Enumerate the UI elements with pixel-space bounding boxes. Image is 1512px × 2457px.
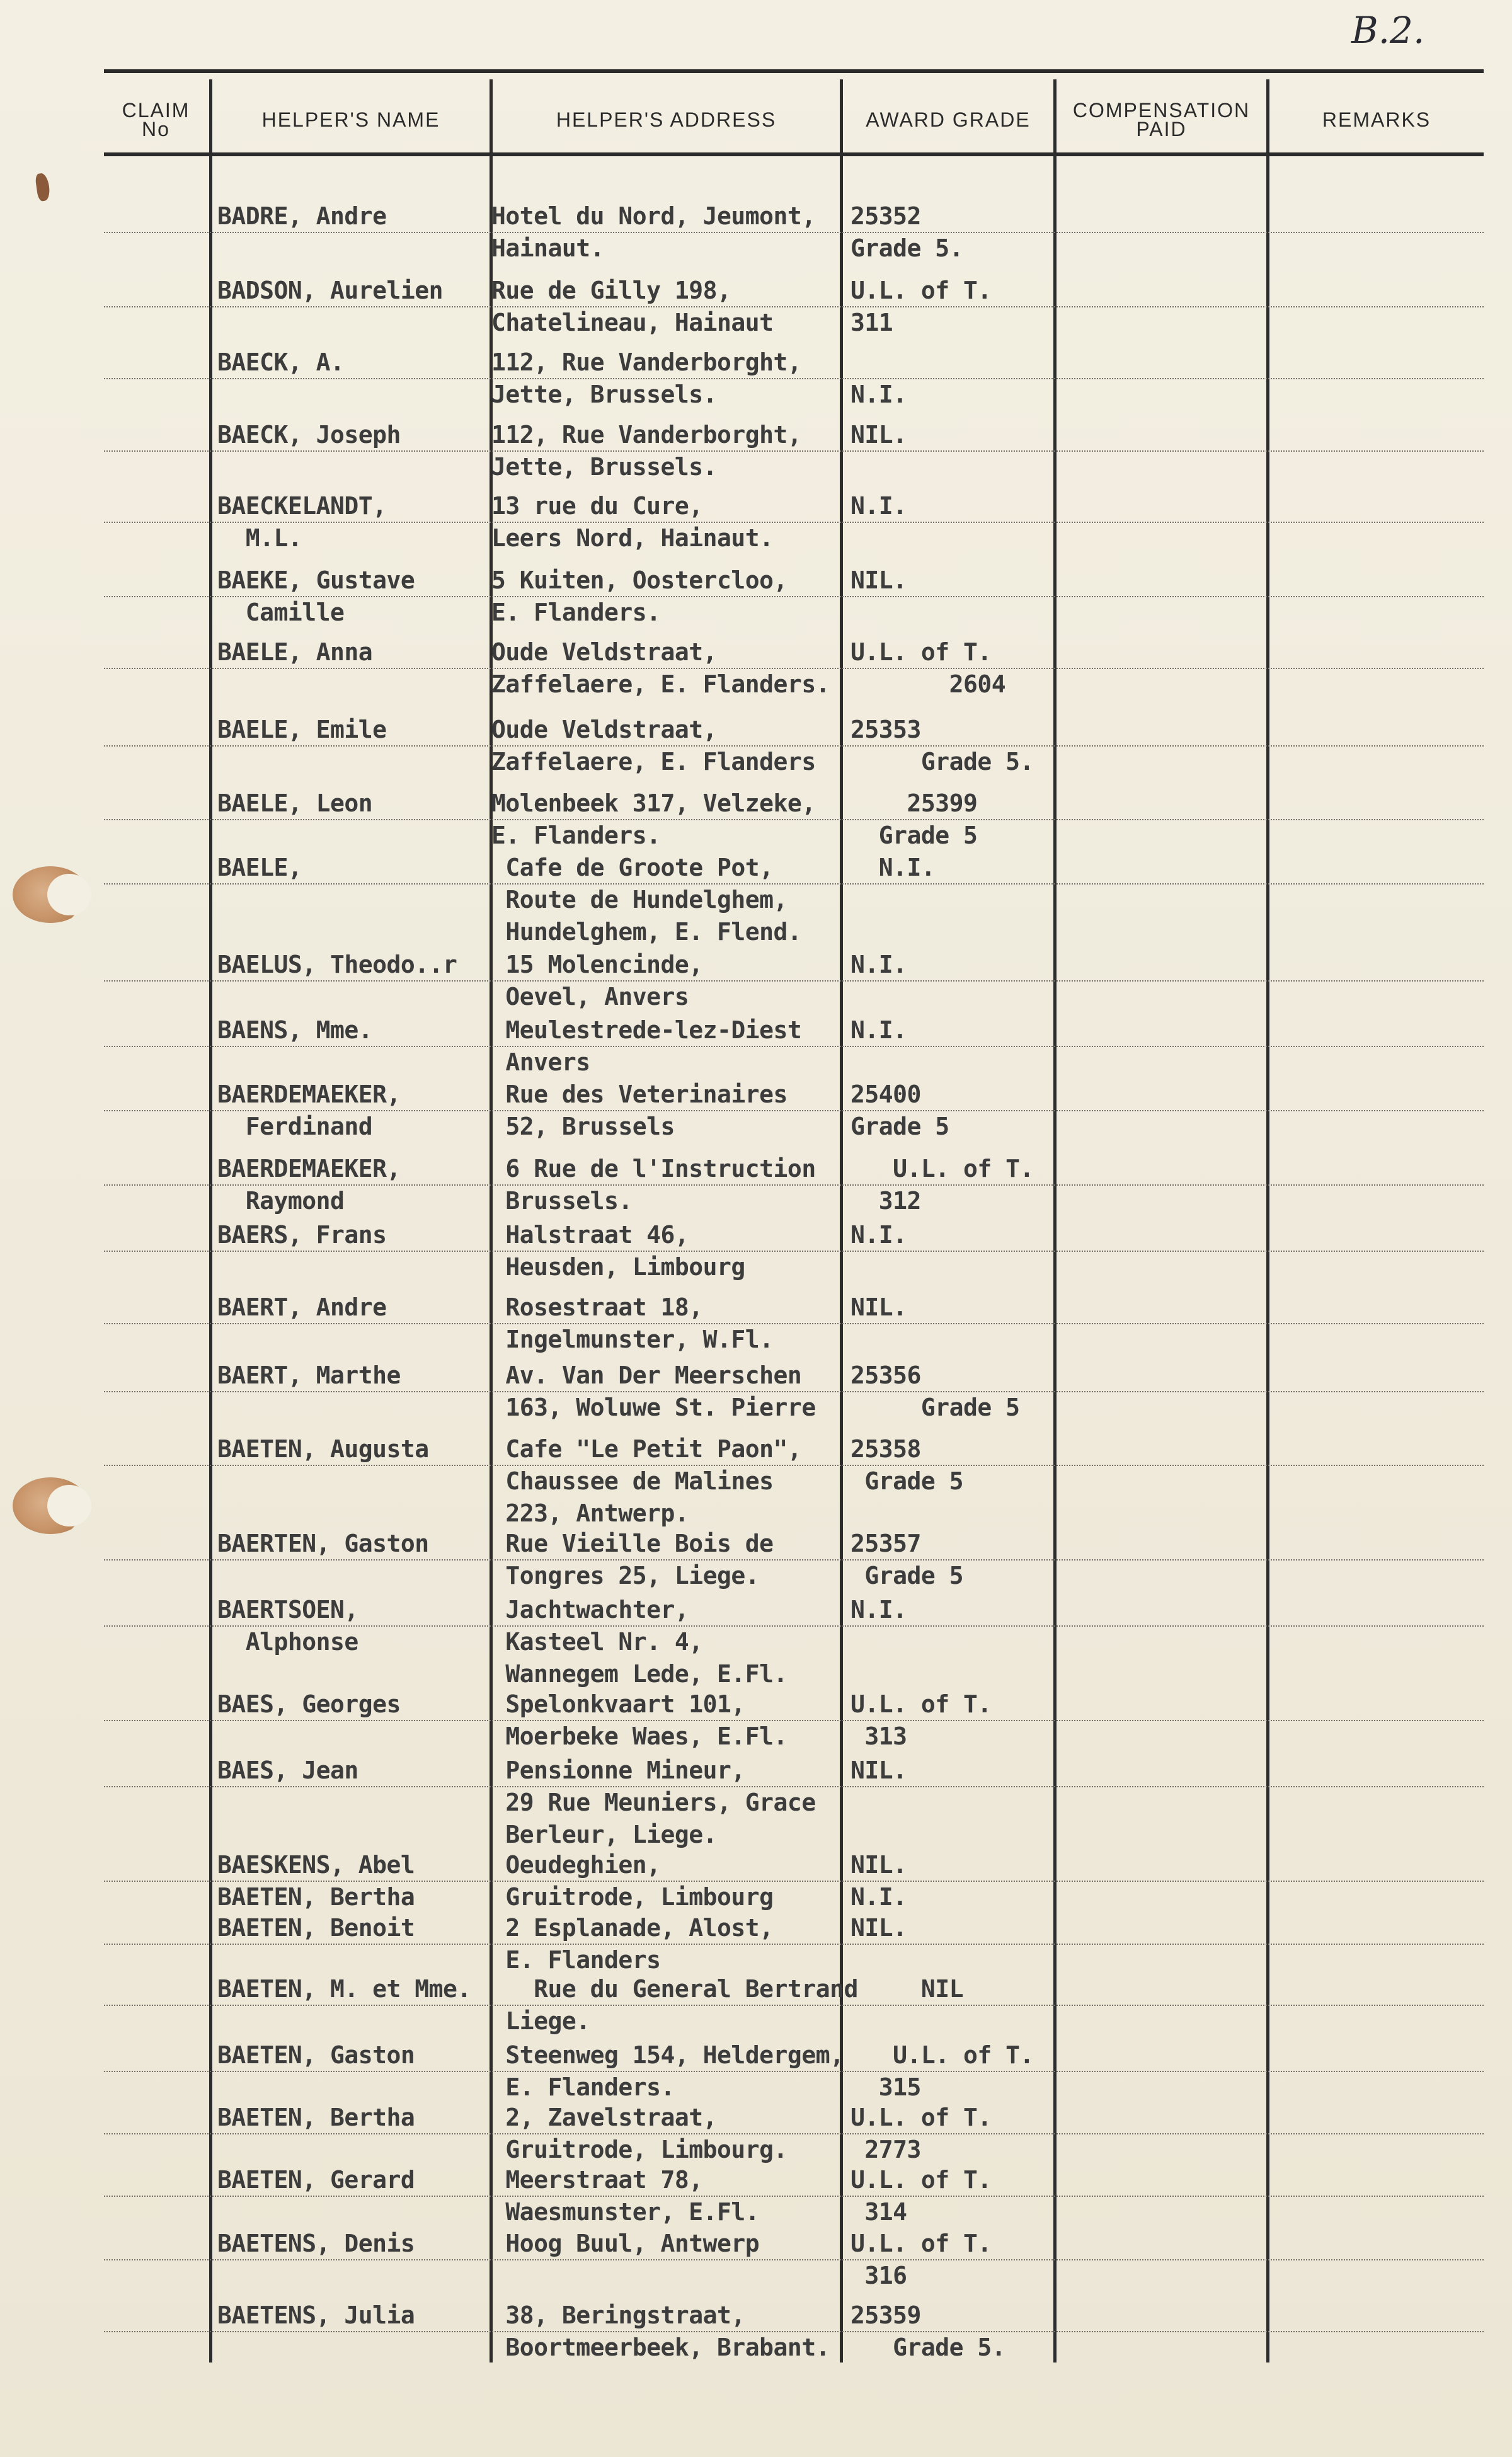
award-grade-cell: N.I. bbox=[850, 854, 936, 881]
helper-address-cell: Oude Veldstraat, Zaffelaere, E. Flanders. bbox=[491, 638, 830, 698]
helper-name-cell: BAES, Jean bbox=[217, 1756, 358, 1784]
table-row bbox=[0, 564, 1512, 634]
helper-address-cell: Oeudeghien, Gruitrode, Limbourg bbox=[505, 1851, 774, 1911]
helper-address-cell: Rosestraat 18, Ingelmunster, W.Fl. bbox=[505, 1293, 774, 1353]
award-grade-cell: U.L. of T. 313 bbox=[850, 1690, 992, 1750]
table-row bbox=[0, 419, 1512, 488]
row-divider bbox=[104, 450, 1484, 452]
award-grade-cell: U.L. of T. 312 bbox=[878, 1155, 1034, 1215]
award-grade-cell: U.L. of T. 315 bbox=[878, 2041, 1034, 2101]
header-helper-name: HELPER'S NAME bbox=[261, 108, 440, 131]
award-grade-cell: U.L. of T. 2773 bbox=[850, 2104, 992, 2163]
table-row bbox=[0, 714, 1512, 783]
row-divider bbox=[104, 1944, 1484, 1945]
header-remarks: REMARKS bbox=[1322, 108, 1431, 131]
row-divider bbox=[104, 1559, 1484, 1561]
helper-name-cell: BADRE, Andre bbox=[217, 202, 387, 230]
helper-name-cell: BAERTSOEN, Alphonse bbox=[217, 1596, 358, 1656]
helper-name-cell: BAETENS, Julia bbox=[217, 2301, 415, 2329]
helper-address-cell: Spelonkvaart 101, Moerbeke Waes, E.Fl. bbox=[505, 1690, 788, 1750]
row-divider bbox=[104, 596, 1484, 597]
table-row bbox=[0, 1973, 1512, 2042]
helper-name-cell: BAELE, Leon bbox=[217, 789, 373, 817]
table-row bbox=[0, 1755, 1512, 1848]
row-divider bbox=[104, 2331, 1484, 2332]
helper-name-cell: BADSON, Aurelien bbox=[217, 277, 444, 304]
award-grade-cell: N.I. bbox=[850, 951, 907, 978]
helper-name-cell: BAETEN, Gerard bbox=[217, 2166, 415, 2194]
award-grade-cell: U.L. of T. 316 bbox=[850, 2230, 992, 2289]
helper-address-cell: Hotel du Nord, Jeumont, Hainaut. bbox=[491, 202, 816, 262]
row-divider bbox=[104, 2259, 1484, 2260]
row-divider bbox=[104, 1625, 1484, 1627]
table-row bbox=[0, 1153, 1512, 1222]
table-row bbox=[0, 200, 1512, 270]
table-row bbox=[0, 1912, 1512, 1981]
award-grade-cell: U.L. of T. 314 bbox=[850, 2166, 992, 2226]
table-row bbox=[0, 1014, 1512, 1084]
row-divider bbox=[104, 306, 1484, 307]
award-grade-cell: 25356 Grade 5 bbox=[850, 1361, 1020, 1421]
table-row bbox=[0, 852, 1512, 946]
table-row bbox=[0, 2164, 1512, 2233]
helper-name-cell: BAETEN, Gaston bbox=[217, 2041, 415, 2069]
table-row bbox=[0, 346, 1512, 416]
award-grade-cell: U.L. of T. 311 bbox=[850, 277, 992, 336]
helper-address-cell: Hoog Buul, Antwerp bbox=[491, 2230, 760, 2257]
helper-name-cell: BAERDEMAEKER, Ferdinand bbox=[217, 1080, 401, 1140]
row-divider bbox=[104, 1881, 1484, 1882]
helper-name-cell: BAETEN, Augusta bbox=[217, 1435, 429, 1463]
row-divider bbox=[104, 1465, 1484, 1466]
table-row bbox=[0, 2102, 1512, 2171]
row-divider bbox=[104, 1184, 1484, 1186]
helper-address-cell: Rue de Gilly 198, Chatelineau, Hainaut bbox=[491, 277, 774, 336]
table-row bbox=[0, 275, 1512, 344]
header-award-grade: AWARD GRADE bbox=[866, 108, 1031, 131]
page-number: B.2. bbox=[1351, 9, 1425, 52]
helper-address-cell: 112, Rue Vanderborght, Jette, Brussels. bbox=[491, 421, 802, 481]
row-divider bbox=[104, 2196, 1484, 2197]
award-grade-cell: 25358 Grade 5 bbox=[850, 1435, 964, 1495]
table-row bbox=[0, 949, 1512, 1018]
row-divider bbox=[104, 522, 1484, 523]
helper-address-cell: Av. Van Der Meerschen 163, Woluwe St. Pierre bbox=[505, 1361, 816, 1421]
award-grade-cell: N.I. bbox=[850, 1596, 907, 1624]
header-helper-address: HELPER'S ADDRESS bbox=[556, 108, 777, 131]
table-row bbox=[0, 1528, 1512, 1597]
row-divider bbox=[104, 668, 1484, 669]
award-grade-cell: 25352 Grade 5. bbox=[850, 202, 964, 262]
award-grade-cell: NIL. bbox=[850, 1914, 907, 1942]
helper-address-cell: 5 Kuiten, Oostercloo, E. Flanders. bbox=[491, 566, 788, 626]
row-divider bbox=[104, 1251, 1484, 1252]
helper-name-cell: BAERDEMAEKER, Raymond bbox=[217, 1155, 401, 1215]
award-grade-cell: N.I. bbox=[850, 1221, 907, 1249]
table-row bbox=[0, 788, 1512, 857]
helper-address-cell: Pensionne Mineur, 29 Rue Meuniers, Grace Berleur, Liege. bbox=[505, 1756, 816, 1848]
table-row bbox=[0, 2300, 1512, 2369]
row-divider bbox=[104, 745, 1484, 747]
table-row bbox=[0, 1360, 1512, 1429]
row-divider bbox=[104, 1391, 1484, 1392]
helper-address-cell: 15 Molencinde, Oevel, Anvers bbox=[505, 951, 703, 1011]
helper-address-cell: Cafe "Le Petit Paon", Chaussee de Malines 223, Antwerp. bbox=[505, 1435, 802, 1527]
helper-name-cell: BAETEN, Benoit bbox=[217, 1914, 415, 1942]
helper-name-cell: BAETENS, Denis bbox=[217, 2230, 415, 2257]
helper-address-cell: Meerstraat 78, Waesmunster, E.Fl. bbox=[505, 2166, 760, 2226]
table-row bbox=[0, 1219, 1512, 1288]
helper-name-cell: BAECKELANDT, M.L. bbox=[217, 492, 387, 552]
award-grade-cell: NIL. bbox=[850, 566, 907, 594]
table-row bbox=[0, 2228, 1512, 2297]
helper-name-cell: BAELE, bbox=[217, 854, 302, 881]
helper-name-cell: BAERT, Marthe bbox=[217, 1361, 401, 1389]
header-compensation-paid: COMPENSATION PAID bbox=[1072, 99, 1251, 140]
table-row bbox=[0, 636, 1512, 706]
helper-address-cell: Halstraat 46, Heusden, Limbourg bbox=[505, 1221, 745, 1281]
award-grade-cell: 25400 Grade 5 bbox=[850, 1080, 949, 1140]
award-grade-cell: NIL bbox=[850, 1975, 964, 2003]
table-row bbox=[0, 1292, 1512, 1361]
award-grade-cell: N.I. bbox=[850, 381, 907, 408]
row-divider bbox=[104, 819, 1484, 820]
row-divider bbox=[104, 1720, 1484, 1721]
award-grade-cell: NIL. N.I. bbox=[850, 1851, 907, 1911]
helper-name-cell: BAEKE, Gustave Camille bbox=[217, 566, 415, 626]
award-grade-cell: NIL. bbox=[850, 1756, 907, 1784]
table-row bbox=[0, 2039, 1512, 2109]
paper-stain bbox=[35, 173, 51, 202]
header-rule bbox=[104, 152, 1484, 156]
table-row bbox=[0, 1688, 1512, 1758]
helper-address-cell: Rue du General Bertrand Liege. bbox=[505, 1975, 858, 2035]
helper-name-cell: BAERTEN, Gaston bbox=[217, 1530, 429, 1557]
award-grade-cell: 25359 Grade 5. bbox=[850, 2301, 1006, 2361]
helper-name-cell: BAESKENS, Abel BAETEN, Bertha bbox=[217, 1851, 415, 1911]
helper-address-cell: Steenweg 154, Heldergem, E. Flanders. bbox=[505, 2041, 844, 2101]
award-grade-cell: 25399 Grade 5 bbox=[878, 789, 978, 849]
award-grade-cell: 25357 Grade 5 bbox=[850, 1530, 964, 1589]
helper-name-cell: BAECK, A. bbox=[217, 348, 345, 376]
helper-address-cell: Rue des Veterinaires 52, Brussels bbox=[505, 1080, 788, 1140]
helper-address-cell: 6 Rue de l'Instruction Brussels. bbox=[505, 1155, 816, 1215]
helper-name-cell: BAERT, Andre bbox=[217, 1293, 387, 1321]
row-divider bbox=[104, 980, 1484, 982]
helper-name-cell: BAETEN, M. et Mme. bbox=[217, 1975, 471, 2003]
row-divider bbox=[104, 2005, 1484, 2006]
table-row bbox=[0, 1849, 1512, 1918]
helper-address-cell: 112, Rue Vanderborght, Jette, Brussels. bbox=[491, 348, 802, 408]
award-grade-cell: NIL. bbox=[850, 1293, 907, 1321]
helper-address-cell: Cafe de Groote Pot, Route de Hundelghem, Hundelghem, E. Flend. bbox=[505, 854, 802, 946]
helper-address-cell: Jachtwachter, Kasteel Nr. 4, Wannegem Lede, E.Fl. bbox=[505, 1596, 788, 1688]
helper-name-cell: BAELE, Emile bbox=[217, 716, 387, 743]
award-grade-cell: U.L. of T. 2604 bbox=[850, 638, 1006, 698]
helper-name-cell: BAERS, Frans bbox=[217, 1221, 387, 1249]
helper-name-cell: BAES, Georges bbox=[217, 1690, 401, 1718]
helper-address-cell: 38, Beringstraat, Boortmeerbeek, Brabant. bbox=[505, 2301, 830, 2361]
header-claim-no: CLAIM No bbox=[122, 99, 190, 140]
row-divider bbox=[104, 2133, 1484, 2134]
row-divider bbox=[104, 1323, 1484, 1324]
row-divider bbox=[104, 1786, 1484, 1787]
helper-address-cell: Rue Vieille Bois de Tongres 25, Liege. bbox=[505, 1530, 774, 1589]
row-divider bbox=[104, 232, 1484, 233]
helper-name-cell: BAELE, Anna bbox=[217, 638, 373, 666]
table-row bbox=[0, 1433, 1512, 1527]
table-row bbox=[0, 1079, 1512, 1148]
helper-address-cell: Oude Veldstraat, Zaffelaere, E. Flanders bbox=[491, 716, 816, 776]
helper-address-cell: Meulestrede-lez-Diest Anvers bbox=[505, 1016, 802, 1076]
helper-address-cell: Molenbeek 317, Velzeke, E. Flanders. bbox=[491, 789, 816, 849]
row-divider bbox=[104, 1110, 1484, 1111]
award-grade-cell: N.I. bbox=[850, 492, 907, 520]
table-row bbox=[0, 490, 1512, 559]
helper-address-cell: 2, Zavelstraat, Gruitrode, Limbourg. bbox=[505, 2104, 788, 2163]
helper-name-cell: BAECK, Joseph bbox=[217, 421, 401, 449]
award-grade-cell: 25353 Grade 5. bbox=[850, 716, 1034, 776]
helper-name-cell: BAELUS, Theodo..r bbox=[217, 951, 457, 978]
row-divider bbox=[104, 2071, 1484, 2072]
helper-address-cell: 13 rue du Cure, Leers Nord, Hainaut. bbox=[491, 492, 774, 552]
helper-address-cell: 2 Esplanade, Alost, E. Flanders bbox=[505, 1914, 774, 1974]
row-divider bbox=[104, 378, 1484, 379]
helper-name-cell: BAENS, Mme. bbox=[217, 1016, 373, 1044]
row-divider bbox=[104, 1046, 1484, 1047]
award-grade-cell: NIL. bbox=[850, 421, 907, 449]
row-divider bbox=[104, 883, 1484, 885]
award-grade-cell: N.I. bbox=[850, 1016, 907, 1044]
top-rule bbox=[104, 69, 1484, 73]
helper-name-cell: BAETEN, Bertha bbox=[217, 2104, 415, 2131]
table-row bbox=[0, 1594, 1512, 1688]
